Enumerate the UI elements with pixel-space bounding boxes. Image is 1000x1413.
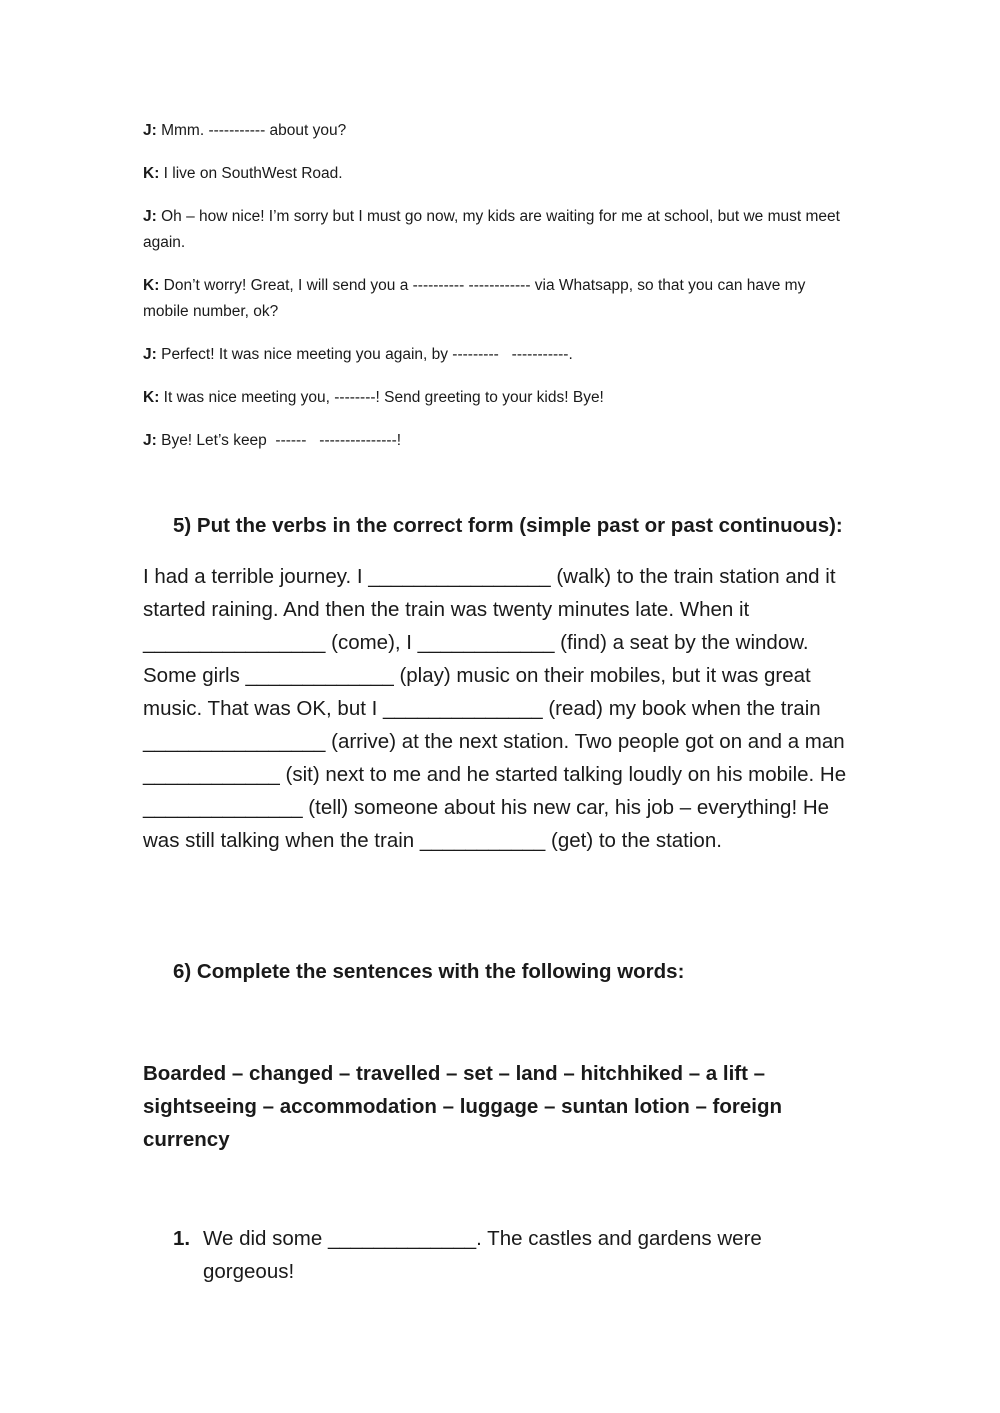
item-text: We did some _____________. The castles and gardens were gorgeous! bbox=[203, 1227, 762, 1283]
section-5-heading: 5) Put the verbs in the correct form (simple past or past continuous): bbox=[173, 514, 843, 537]
dialogue-line bbox=[143, 161, 843, 187]
dialogue-text: It was nice meeting you, --------! Send greeting to your kids! Bye! bbox=[159, 389, 604, 406]
dialogue-line bbox=[143, 342, 843, 368]
dialogue-text: Bye! Let’s keep ------ ---------------! bbox=[156, 432, 402, 449]
speaker-label: K: bbox=[143, 389, 160, 406]
speaker-label: J: bbox=[143, 346, 157, 363]
speaker-label: K: bbox=[143, 277, 160, 294]
section-5-paragraph: I had a terrible journey. I ________________ (walk) to the train station and it started raining. And then the train was twenty minutes late. When it ________________ (come), I ____________ (find) a seat by the window. Some girls _____________ (play) music on their mobiles, but it was great music. That was OK, but I ______________ (read) my book when the train ________________ (arrive) at the next station. Two people got on and a man ____________ (sit) next to me and he started talking loudly on his mobile. He ______________ (tell) someone about his new car, his job – everything! He was still talking when the train ___________ (get) to the station. bbox=[143, 565, 847, 852]
dialogue-line bbox=[143, 273, 843, 325]
dialogue-text: Don’t worry! Great, I will send you a ---------- ------------ via Whatsapp, so that you can have my mobile number, ok? bbox=[143, 277, 806, 320]
exercise-item bbox=[173, 1222, 813, 1288]
item-number: 1. bbox=[173, 1227, 191, 1250]
speaker-label: K: bbox=[143, 165, 160, 182]
speaker-label: J: bbox=[143, 432, 157, 449]
dialogue-line bbox=[143, 204, 843, 256]
dialogue bbox=[143, 118, 843, 471]
dialogue-text: Perfect! It was nice meeting you again, by --------- -----------. bbox=[156, 346, 573, 363]
dialogue-line bbox=[143, 385, 843, 411]
dialogue-text: Oh – how nice! I’m sorry but I must go now, my kids are waiting for me at school, but we must meet again. bbox=[143, 208, 840, 251]
speaker-label: J: bbox=[143, 208, 157, 225]
dialogue-text: Mmm. ----------- about you? bbox=[156, 122, 347, 139]
section-6-heading: 6) Complete the sentences with the following words: bbox=[173, 960, 685, 983]
speaker-label: J: bbox=[143, 122, 157, 139]
dialogue-line bbox=[143, 118, 843, 144]
word-bank: Boarded – changed – travelled – set – land – hitchhiked – a lift – sightseeing – accommodation – luggage – suntan lotion – foreign currency bbox=[143, 1062, 783, 1151]
dialogue-line bbox=[143, 428, 843, 454]
dialogue-text: I live on SouthWest Road. bbox=[159, 165, 343, 182]
